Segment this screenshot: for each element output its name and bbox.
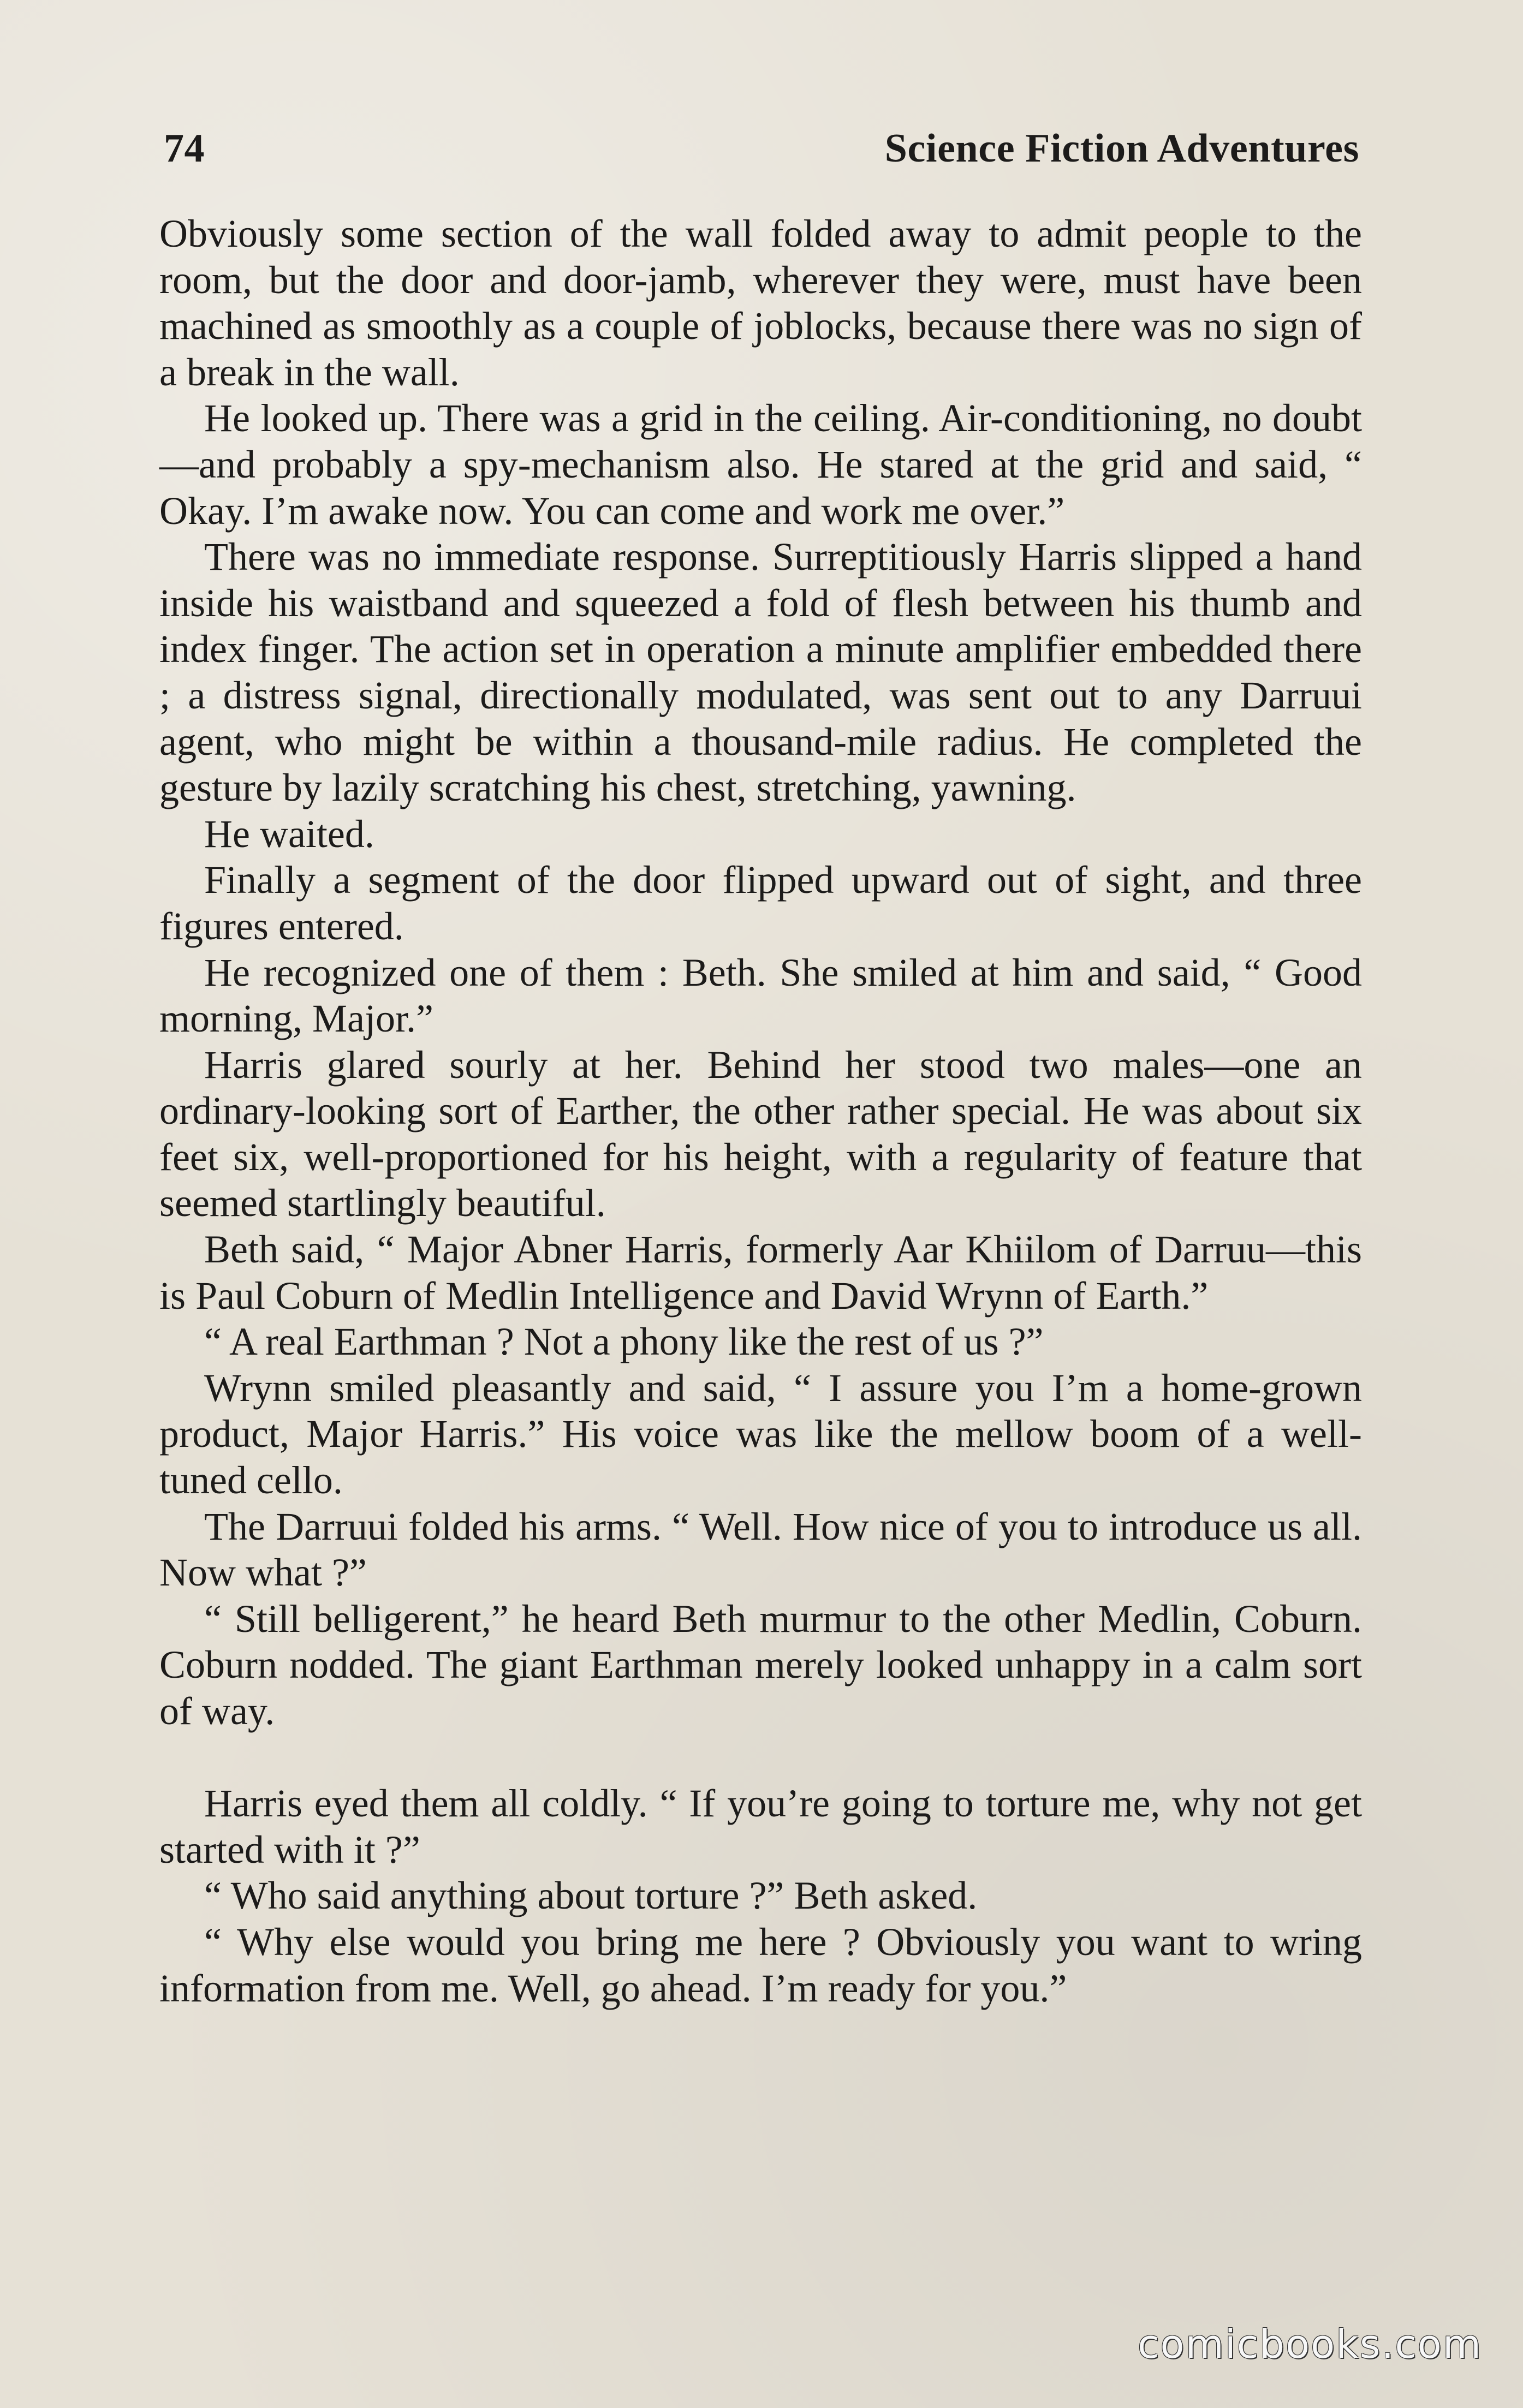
paragraph: Obviously some section of the wall folded away to admit people to the room, but the door and door-jamb, wherever they were, must have been machined as smoothly as a couple of joblocks, because there was no sign of a break in the wall. xyxy=(159,212,1362,394)
paragraph: “ A real Earthman ? Not a phony like the rest of us ?” xyxy=(204,1320,1044,1364)
paragraph: He recognized one of them : Beth. She smiled at him and said, “ Good morning, Major.” xyxy=(159,950,1362,1041)
paragraph: He looked up. There was a grid in the ceiling. Air-conditioning, no doubt—and probably a spy-mechanism also. He stared at the grid and said, “ Okay. I’m awake now. You can come and work me over.” xyxy=(159,396,1362,533)
section-break xyxy=(159,1735,1362,1781)
paragraph: “ Who said anything about torture ?” Beth asked. xyxy=(204,1874,978,1918)
body-text xyxy=(159,211,1362,2011)
paragraph: Beth said, “ Major Abner Harris, formerly Aar Khiilom of Darruu—this is Paul Coburn of Medlin Intelligence and David Wrynn of Earth.” xyxy=(159,1227,1362,1318)
watermark: comicbooks.com xyxy=(1137,2321,1482,2367)
page-header xyxy=(164,117,1359,172)
paragraph: The Darruui folded his arms. “ Well. How nice of you to introduce us all. Now what ?” xyxy=(159,1504,1362,1595)
paragraph: “ Still belligerent,” he heard Beth murmur to the other Medlin, Coburn. Coburn nodded. The giant Earthman merely looked unhappy in a calm sort of way. xyxy=(159,1596,1362,1733)
paragraph: Wrynn smiled pleasantly and said, “ I assure you I’m a home-grown product, Major Harris.” His voice was like the mellow boom of a well-tuned cello. xyxy=(159,1366,1362,1503)
paragraph: Finally a segment of the door flipped upward out of sight, and three figures entered. xyxy=(159,858,1362,948)
paragraph: He waited. xyxy=(204,812,374,856)
paragraph: Harris eyed them all coldly. “ If you’re going to torture me, why not get started with it ?” xyxy=(159,1781,1362,1871)
running-head: Science Fiction Adventures xyxy=(884,126,1359,171)
paragraph: There was no immediate response. Surreptitiously Harris slipped a hand inside his waistband and squeezed a fold of flesh between his thumb and index finger. The action set in operation a minute amplifier embedded there ; a distress signal, directionally modulated, was sent out to any Darruui agent, who might be within a thousand-mile radius. He completed the gesture by lazily scratching his chest, stretching, yawning. xyxy=(159,535,1362,810)
page-number: 74 xyxy=(164,126,205,171)
paragraph: “ Why else would you bring me here ? Obviously you want to wring information from me. Well, go ahead. I’m ready for you.” xyxy=(159,1920,1362,2010)
paragraph: Harris glared sourly at her. Behind her stood two males—one an ordinary-looking sort of Earther, the other rather special. He was about six feet six, well-proportioned for his height, with a regularity of feature that seemed startlingly beautiful. xyxy=(159,1042,1362,1225)
